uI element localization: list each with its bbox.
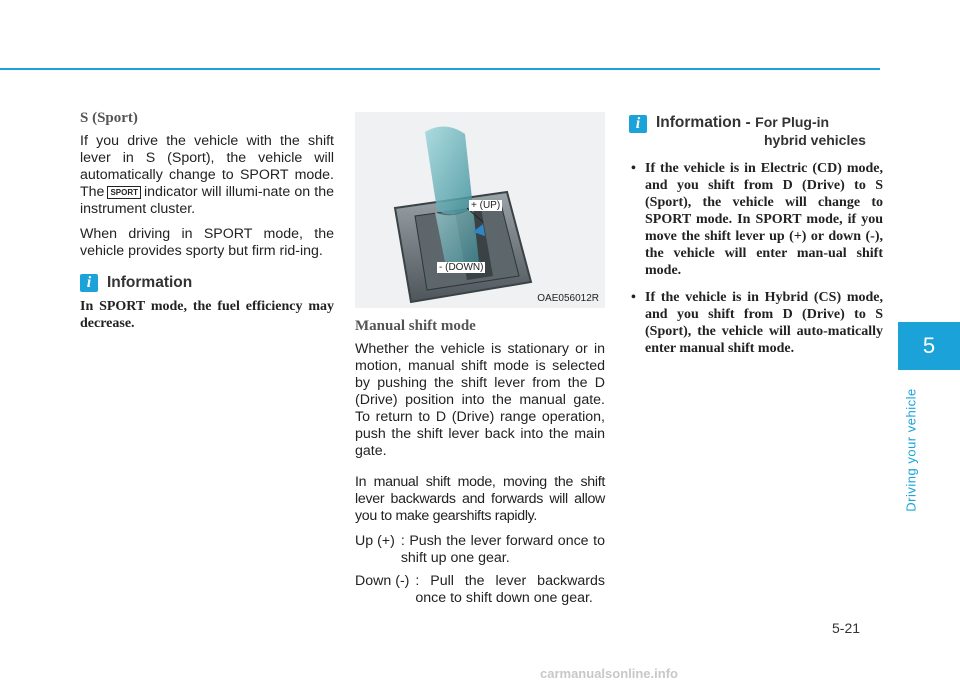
list-item: • If the vehicle is in Electric (CD) mode, and you shift from D (Drive) to S (Sport), the vehicle will change to SPORT mode. In SPORT mode, if you move the shift lever up (+) or down (-), the vehicle will enter man-ual shift mode. xyxy=(629,160,883,279)
plugin-info-sub1: For Plug-in xyxy=(755,114,830,130)
manual-paragraph-1: Whether the vehicle is stationary or in motion, manual shift mode is selected by pushing the shift lever from the D (Drive) position into the manual gate. To return to D (Drive) range operation, push the shift lever back into the main gate. xyxy=(355,341,605,459)
plugin-info-sub2: hybrid vehicles xyxy=(764,132,866,148)
info-text: In SPORT mode, the fuel efficiency may decrease. xyxy=(80,299,334,331)
chapter-side-title xyxy=(896,380,926,520)
chapter-number-tab xyxy=(898,322,960,370)
figure-code: OAE056012R xyxy=(537,293,599,304)
info-icon: i xyxy=(80,274,98,292)
sport-paragraph-1-b: indicator will illumi-nate on the instrument cluster. xyxy=(80,184,334,217)
column-middle xyxy=(355,112,605,613)
watermark: carmanualsonline.info xyxy=(540,666,678,681)
column-left xyxy=(80,106,334,332)
label-up: + (UP) xyxy=(471,200,501,211)
def-up-term: Up (+) xyxy=(355,533,395,549)
def-up-desc: : Push the lever forward once to shift up one gear. xyxy=(400,533,605,566)
chapter-number: 5 xyxy=(922,333,936,358)
plugin-info-title: Information - xyxy=(656,114,751,131)
sport-paragraph-1-a: If you drive the vehicle with the shift lever in S (Sport), the vehicle will automatically change to SPORT mode. The xyxy=(80,133,334,200)
section-heading-manual: Manual shift mode xyxy=(355,318,476,334)
header-rule xyxy=(0,68,880,70)
plugin-info-title-block xyxy=(656,114,866,148)
sport-indicator-icon: SPORT xyxy=(107,186,141,199)
plugin-info-heading xyxy=(629,114,883,148)
info-title: Information xyxy=(107,274,193,291)
info-icon: i xyxy=(629,115,647,133)
manual-paragraph-2: In manual shift mode, moving the shift lever backwards and forwards will allow you to make gearshifts rapidly. xyxy=(355,474,605,524)
info-heading xyxy=(80,274,334,292)
chapter-title-text: Driving your vehicle xyxy=(903,388,919,512)
plugin-bullets xyxy=(629,160,883,357)
section-heading-sport: S (Sport) xyxy=(80,110,138,126)
def-down xyxy=(355,573,605,607)
def-down-desc: : Pull the lever backwards once to shift down one gear. xyxy=(415,573,605,606)
list-item: • If the vehicle is in Hybrid (CS) mode, and you shift from D (Drive) to S (Sport), the vehicle will auto-matically enter manual shift mode. xyxy=(629,289,883,357)
column-right xyxy=(629,114,883,367)
sport-paragraph-2: When driving in SPORT mode, the vehicle provides sporty but firm rid-ing. xyxy=(80,226,334,259)
sport-paragraph-1 xyxy=(80,133,334,218)
label-down: - (DOWN) xyxy=(439,262,484,273)
page-number: 5-21 xyxy=(832,620,861,636)
shift-lever-figure xyxy=(355,112,605,308)
def-down-term: Down (-) xyxy=(355,573,410,589)
def-up xyxy=(355,533,605,567)
